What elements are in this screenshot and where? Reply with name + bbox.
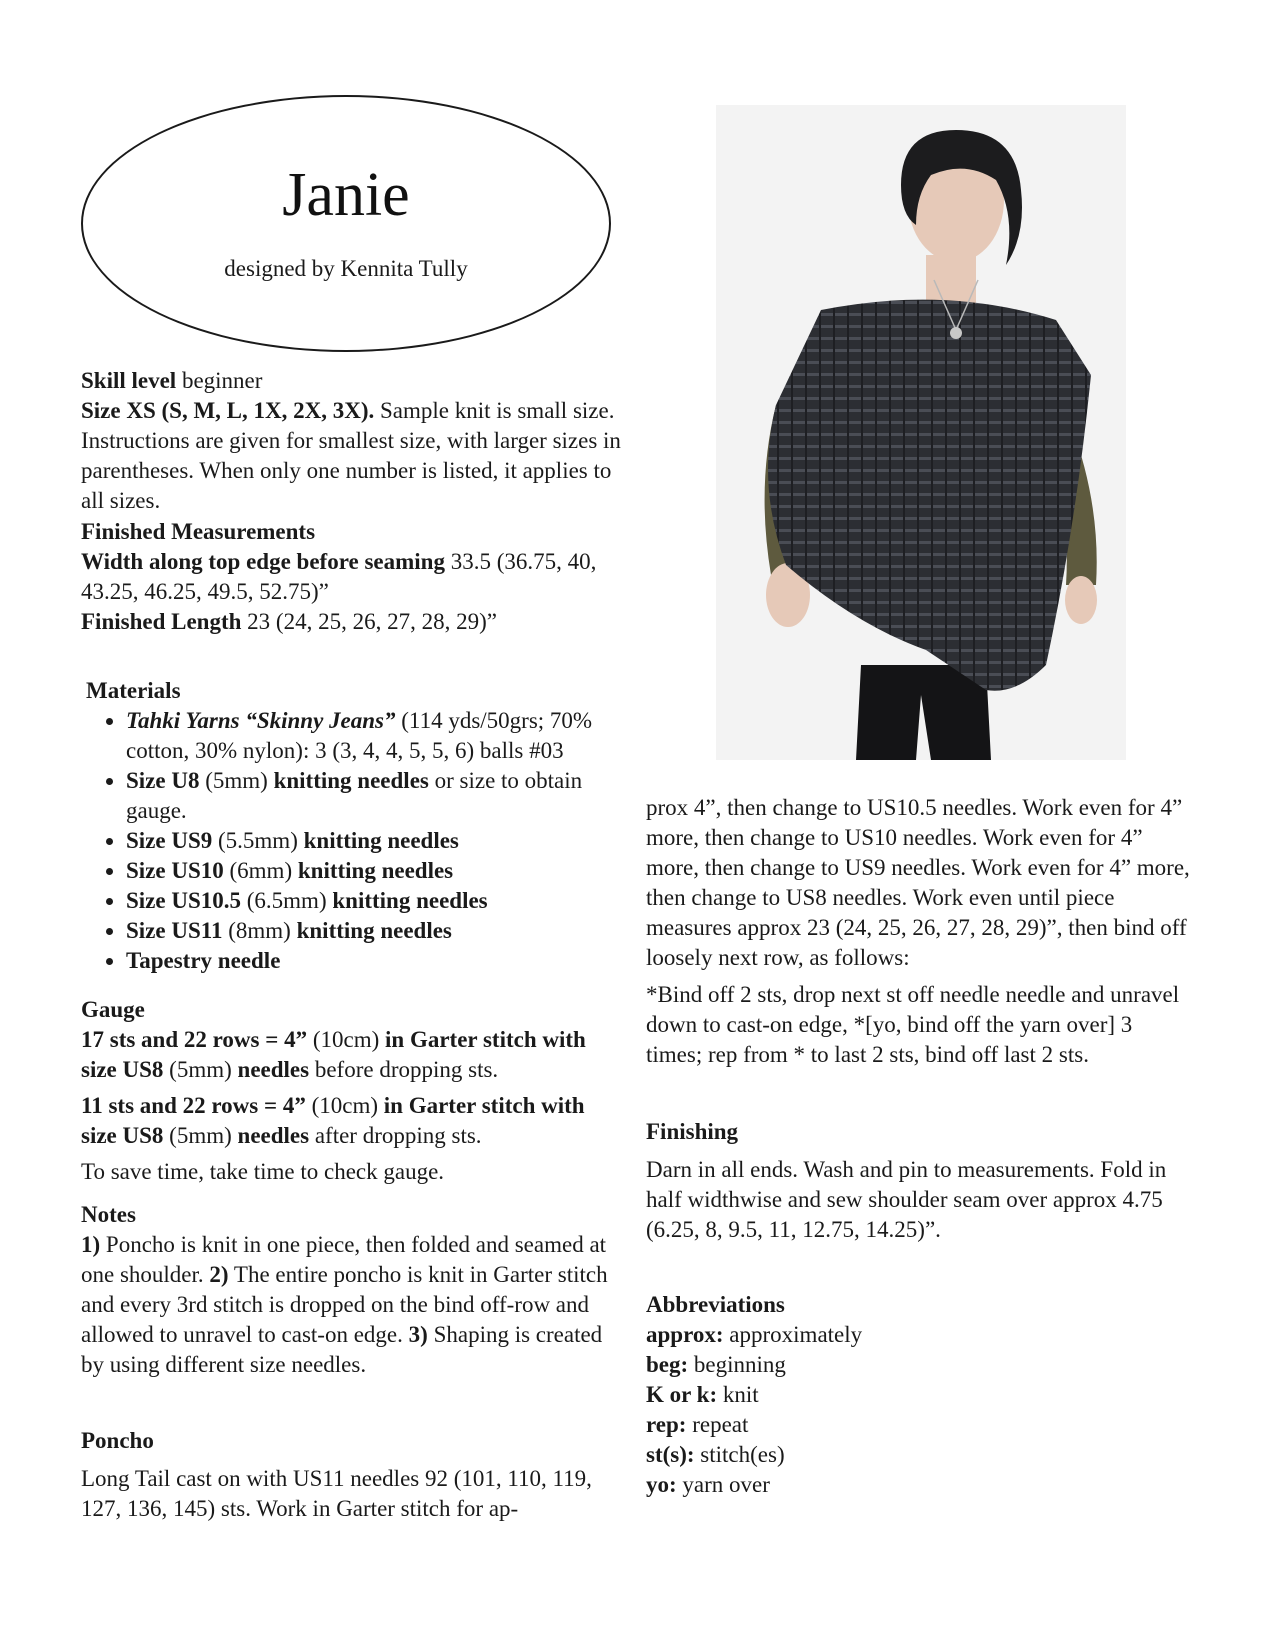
notes-text: 1) Poncho is knit in one piece, then folded and seamed at one shoulder. 2) The entire poncho is knit in Garter stitch and every 3rd stitch is dropped on the bind off-row and allowed to unravel to cast-on edge. 3) Shaping is created by using different size needles. — [81, 1232, 608, 1377]
intro-section — [81, 366, 621, 516]
list-item: • Size US11 (8mm) knitting needles — [126, 916, 621, 946]
finishing-heading: Finishing — [646, 1119, 739, 1144]
finishing-text: Darn in all ends. Wash and pin to measurements. Fold in half widthwise and sew shoulder seam over approx 4.75 (6.25, 8, 9.5, 11, 12.75, 14.25)”. — [646, 1157, 1167, 1242]
list-item: rep: repeat — [646, 1412, 749, 1437]
measurements-heading: Finished Measurements — [81, 519, 316, 544]
gauge-after: 11 sts and 22 rows = 4” (10cm) in Garter stitch with size US8 (5mm) needles after dropping sts. — [81, 1093, 585, 1148]
list-item: • Size US10.5 (6.5mm) knitting needles — [126, 886, 621, 916]
list-item: st(s): stitch(es) — [646, 1442, 785, 1467]
finishing-section — [646, 1117, 1191, 1245]
list-item: approx: approximately — [646, 1322, 863, 1347]
length-measurement: Finished Length 23 (24, 25, 26, 27, 28, 29)” — [81, 609, 497, 634]
poncho-text-start: Long Tail cast on with US11 needles 92 (101, 110, 119, 127, 136, 145) sts. Work in Garter stitch for ap- — [81, 1466, 592, 1521]
abbreviations-heading: Abbreviations — [646, 1292, 785, 1317]
materials-heading: Materials — [86, 678, 181, 703]
abbreviations-section — [646, 1290, 1191, 1500]
list-item: • Size US9 (5.5mm) knitting needles — [126, 826, 621, 856]
list-item: • Size US10 (6mm) knitting needles — [126, 856, 621, 886]
notes-heading: Notes — [81, 1202, 136, 1227]
gauge-heading: Gauge — [81, 997, 145, 1022]
list-item: • Size U8 (5mm) knitting needles or size to obtain gauge. — [126, 766, 621, 826]
model-photo — [716, 105, 1126, 760]
poncho-model-illustration — [716, 105, 1126, 760]
list-item: K or k: knit — [646, 1382, 759, 1407]
notes-section — [81, 1200, 621, 1380]
list-item: yo: yarn over — [646, 1472, 770, 1497]
skill-level: Skill level beginner — [81, 368, 263, 393]
gauge-check: To save time, take time to check gauge. — [81, 1159, 445, 1184]
width-measurement: Width along top edge before seaming 33.5 (36.75, 40, 43.25, 46.25, 49.5, 52.75)” — [81, 549, 597, 604]
bind-off-instructions: *Bind off 2 sts, drop next st off needle needle and unravel down to cast-on edge, *[yo, bind off the yarn over] 3 times; rep from * to last 2 sts, bind off last 2 sts. — [646, 982, 1180, 1067]
materials-section — [86, 676, 621, 976]
poncho-continued — [646, 793, 1191, 1070]
poncho-text-cont: prox 4”, then change to US10.5 needles. Work even for 4” more, then change to US10 needles. Work even for 4” more, then change to US9 needles. Work even for 4” more, then change to US8 needles. Work even until piece measures approx 23 (24, 25, 26, 27, 28, 29)”, then bind off loosely next row, as follows: — [646, 795, 1190, 970]
size-info: Size XS (S, M, L, 1X, 2X, 3X). Sample knit is small size. Instructions are given for smallest size, with larger sizes in parentheses. When only one number is listed, it applies to all sizes. — [81, 398, 621, 513]
measurements-section — [81, 517, 621, 637]
list-item: • Tahki Yarns “Skinny Jeans” (114 yds/50grs; 70% cotton, 30% nylon): 3 (3, 4, 4, 5, 5, 6) balls #03 — [126, 706, 621, 766]
gauge-before: 17 sts and 22 rows = 4” (10cm) in Garter stitch with size US8 (5mm) needles before dropping sts. — [81, 1027, 586, 1082]
poncho-heading: Poncho — [81, 1428, 154, 1453]
designer-credit: designed by Kennita Tully — [224, 256, 468, 281]
list-item: beg: beginning — [646, 1352, 786, 1377]
poncho-section — [81, 1426, 621, 1524]
gauge-section — [81, 995, 621, 1187]
list-item: • Tapestry needle — [126, 946, 621, 976]
materials-list — [86, 706, 621, 976]
pattern-title: Janie — [282, 161, 410, 229]
